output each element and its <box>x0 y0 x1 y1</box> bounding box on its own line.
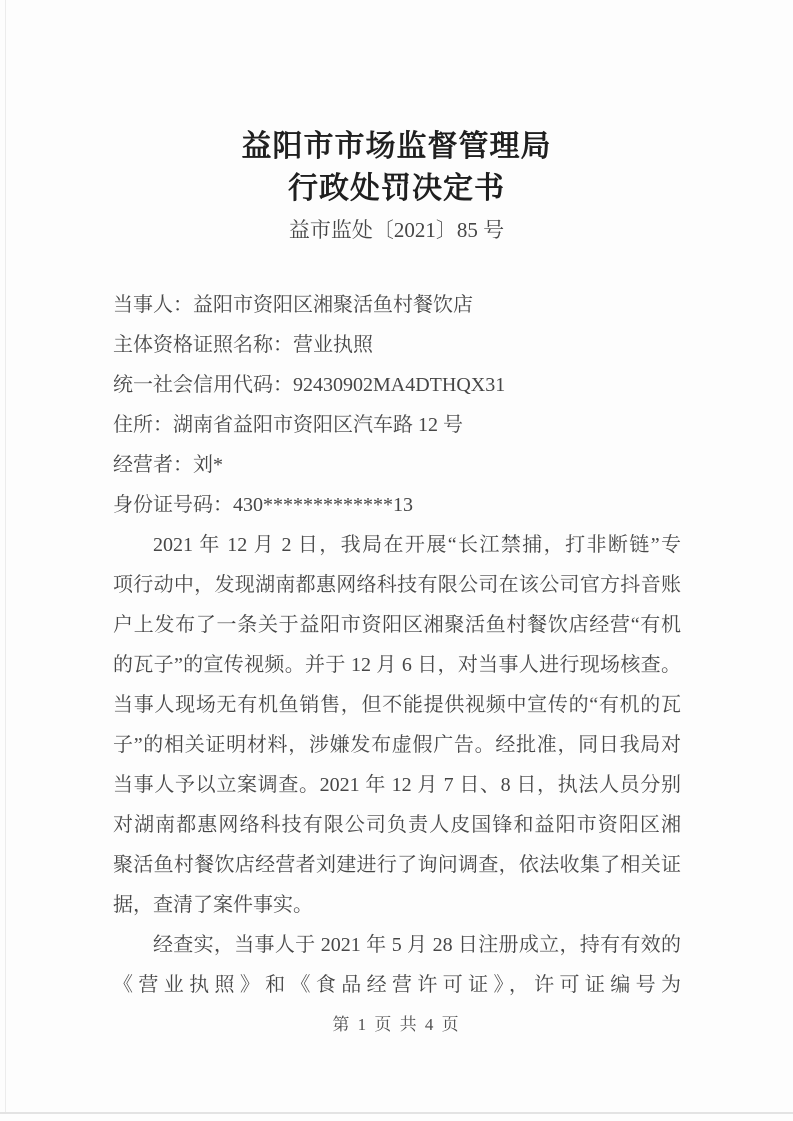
para1-line: 聚活鱼村餐饮店经营者刘建进行了询问调查，依法收集了相关证 <box>113 854 681 876</box>
para1-line: 当事人现场无有机鱼销售，但不能提供视频中宣传的“有机的瓦 <box>113 694 681 716</box>
document-title-type: 行政处罚决定书 <box>288 172 505 205</box>
para1-line: 项行动中，发现湖南都惠网络科技有限公司在该公司官方抖音账 <box>113 574 681 596</box>
para1-line-last: 据，查清了案件事实。 <box>113 894 313 916</box>
meta-line-license-name: 主体资格证照名称：营业执照 <box>113 334 373 356</box>
party-info-block <box>113 285 681 525</box>
para2-line: 《营业执照》和《食品经营许可证》，许可证编号为 <box>113 974 681 996</box>
page-number-footer: 第 1 页 共 4 页 <box>332 1015 461 1034</box>
meta-line-id-number: 身份证号码：430*************13 <box>113 494 413 516</box>
meta-line-credit-code: 统一社会信用代码：92430902MA4DTHQX31 <box>113 374 506 396</box>
para1-line: 当事人予以立案调查。2021 年 12 月 7 日、8 日，执法人员分别 <box>113 774 681 796</box>
document-title-agency: 益阳市市场监督管理局 <box>241 130 552 163</box>
paragraph-1 <box>113 525 681 925</box>
scan-edge-bottom <box>0 1112 793 1114</box>
para1-line: 子”的相关证明材料，涉嫌发布虚假广告。经批准，同日我局对 <box>113 734 681 756</box>
meta-line-address: 住所：湖南省益阳市资阳区汽车路 12 号 <box>113 414 463 436</box>
meta-line-operator: 经营者：刘* <box>113 454 223 476</box>
meta-line-party: 当事人：益阳市资阳区湘聚活鱼村餐饮店 <box>113 294 473 316</box>
para1-line: 的瓦子”的宣传视频。并于 12 月 6 日，对当事人进行现场核查。 <box>113 654 681 676</box>
document-number: 益市监处〔2021〕85 号 <box>288 218 505 242</box>
para1-line: 对湖南都惠网络科技有限公司负责人皮国锋和益阳市资阳区湘 <box>113 814 681 836</box>
paragraph-2 <box>113 925 681 1005</box>
para2-line: 经查实，当事人于 2021 年 5 月 28 日注册成立，持有有效的 <box>153 934 681 956</box>
para1-line: 户上发布了一条关于益阳市资阳区湘聚活鱼村餐饮店经营“有机 <box>113 614 681 636</box>
para1-line: 2021 年 12 月 2 日，我局在开展“长江禁捕，打非断链”专 <box>153 534 681 556</box>
document-body <box>113 285 681 1005</box>
